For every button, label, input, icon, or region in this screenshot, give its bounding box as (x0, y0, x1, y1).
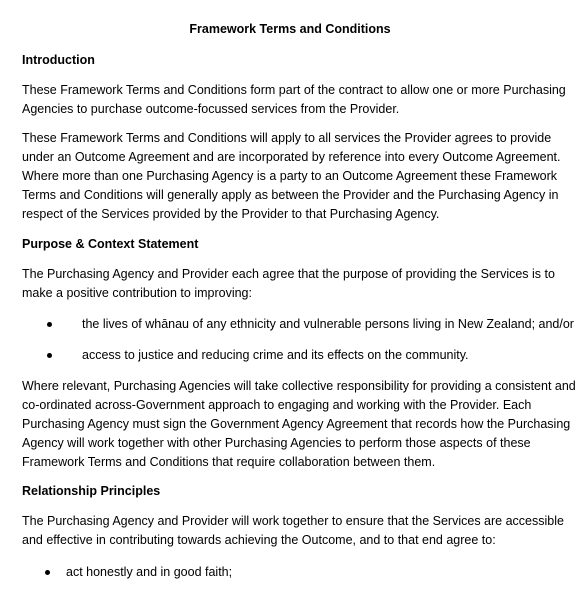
paragraph-line: Where more than one Purchasing Agency is a party to an Outcome Agreement these Framework (22, 169, 557, 183)
paragraph-line: respect of the Services provided by the Provider to that Purchasing Agency. (22, 207, 440, 221)
paragraph-line: These Framework Terms and Conditions form part of the contract to allow one or more Purchasing (22, 83, 566, 97)
paragraph (22, 512, 567, 550)
bullet-item: the lives of whānau of any ethnicity and vulnerable persons living in New Zealand; and/or (82, 317, 574, 331)
paragraph-line: The Purchasing Agency and Provider each agree that the purpose of providing the Services is to (22, 267, 555, 281)
paragraph (22, 377, 576, 472)
paragraph-line: The Purchasing Agency and Provider will work together to ensure that the Services are accessible (22, 514, 564, 528)
section-heading-introduction: Introduction (22, 53, 95, 67)
paragraph-line: and effective in contributing towards achieving the Outcome, and to that end agree to: (22, 533, 496, 547)
bullet-icon (47, 322, 52, 327)
paragraph-line: These Framework Terms and Conditions will apply to all services the Provider agrees to provide (22, 131, 552, 145)
bullet-icon (47, 353, 52, 358)
bullet-item: act honestly and in good faith; (66, 565, 233, 579)
paragraph-line: make a positive contribution to improving: (22, 286, 252, 300)
paragraph-line: co-ordinated across-Government approach to engaging and working with the Provider. Each (22, 398, 532, 412)
document-title: Framework Terms and Conditions (189, 22, 391, 36)
paragraph (22, 129, 567, 224)
section-heading-relationship: Relationship Principles (22, 484, 161, 498)
bullet-icon (45, 570, 50, 575)
paragraph-line: Agency will work together with other Purchasing Agencies to perform those aspects of these (22, 436, 531, 450)
section-heading-purpose: Purpose & Context Statement (22, 237, 199, 251)
paragraph-line: Agencies to purchase outcome-focussed services from the Provider. (22, 102, 400, 116)
paragraph-line: under an Outcome Agreement and are incorporated by reference into every Outcome Agreement. (22, 150, 561, 164)
paragraph-line: Where relevant, Purchasing Agencies will take collective responsibility for providing a consistent and (22, 379, 576, 393)
paragraph (22, 81, 567, 119)
paragraph (22, 265, 567, 303)
bullet-item: access to justice and reducing crime and its effects on the community. (82, 348, 469, 362)
paragraph-line: Purchasing Agency must sign the Government Agency Agreement that records how the Purchasing (22, 417, 571, 431)
paragraph-line: Framework Terms and Conditions that require collaboration between them. (22, 455, 436, 469)
paragraph-line: Terms and Conditions will generally apply as between the Provider and the Purchasing Agency in (22, 188, 559, 202)
